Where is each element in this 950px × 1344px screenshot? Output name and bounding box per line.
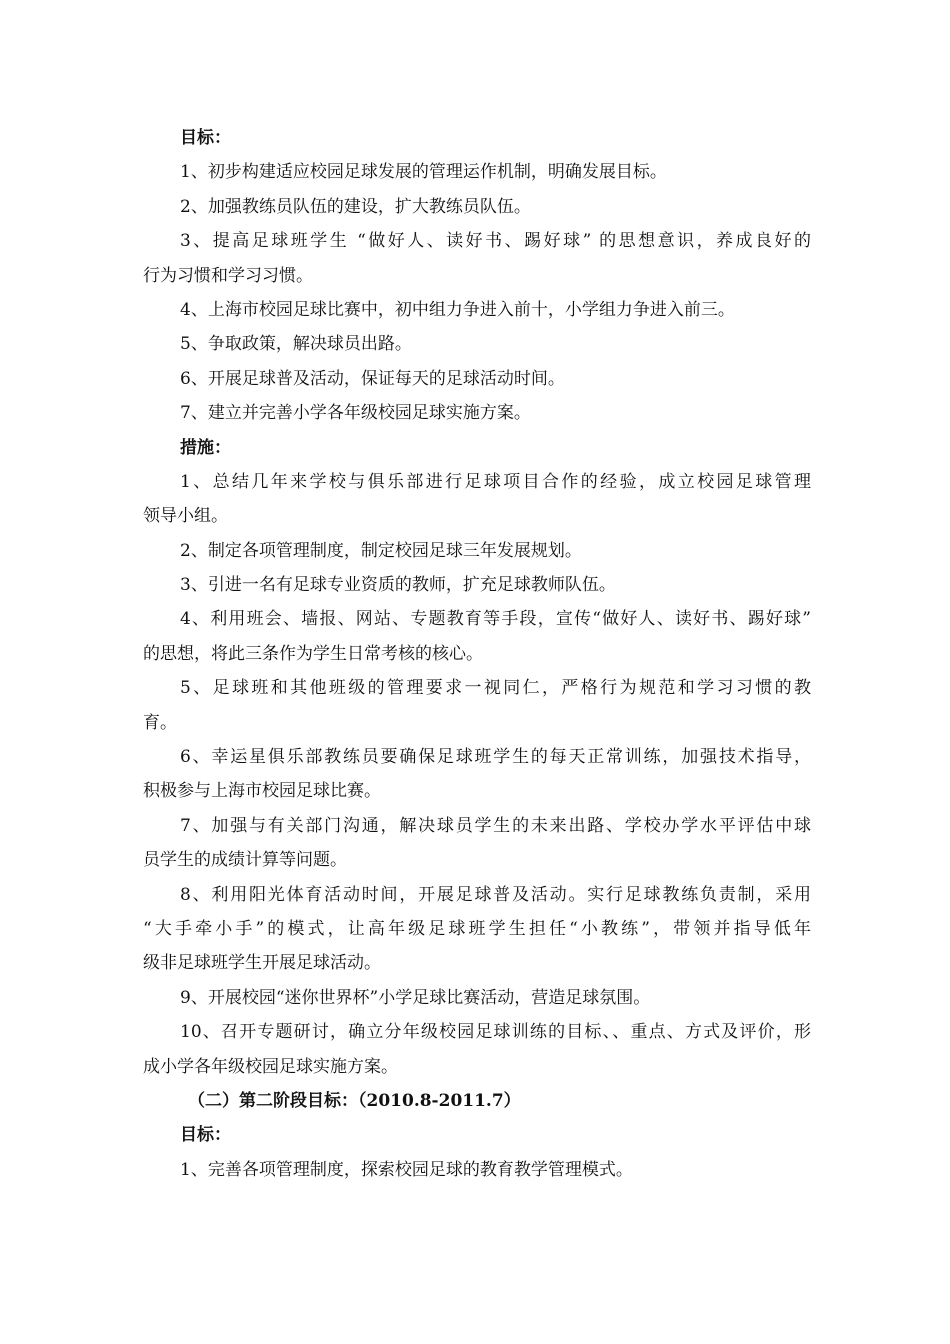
paragraph (143, 671, 811, 740)
goals-heading: 目标： (180, 128, 231, 148)
paragraph-line: 育。 (143, 712, 177, 733)
paragraph (143, 327, 811, 361)
paragraph (143, 155, 811, 189)
paragraph-line: 2、加强教练员队伍的建设，扩大教练员队伍。 (180, 196, 531, 217)
paragraph-line: 7、加强与有关部门沟通，解决球员学生的未来出路、学校办学水平评估中球 (180, 815, 811, 836)
paragraph-line: 7、建立并完善小学各年级校园足球实施方案。 (180, 403, 531, 424)
paragraph (143, 534, 811, 568)
paragraph-line: 行为习惯和学习习惯。 (143, 265, 313, 286)
paragraph (143, 1015, 811, 1084)
stage2-goals-list (143, 1153, 811, 1187)
paragraph (143, 740, 811, 809)
paragraph (143, 465, 811, 534)
paragraph-line: 10、召开专题研讨，确立分年级校园足球训练的目标、、重点、方式及评价，形 (180, 1022, 811, 1043)
paragraph-line: 6、幸运星俱乐部教练员要确保足球班学生的每天正常训练，加强技术指导， (180, 747, 811, 768)
paragraph (143, 1153, 811, 1187)
paragraph-line: 1、总结几年来学校与俱乐部进行足球项目合作的经验，成立校园足球管理 (180, 471, 811, 492)
paragraph-line: 6、开展足球普及活动，保证每天的足球活动时间。 (180, 368, 565, 389)
paragraph-line: 1、完善各项管理制度，探索校园足球的教育教学管理模式。 (180, 1159, 633, 1180)
stage2-goals-heading: 目标： (180, 1125, 231, 1146)
paragraph-line: “大手牵小手”的模式，让高年级足球班学生担任“小教练”，带领并指导低年 (143, 918, 811, 939)
measures-heading: 措施： (180, 437, 231, 458)
paragraph-line: 9、开展校园“迷你世界杯”小学足球比赛活动，营造足球氛围。 (180, 987, 651, 1008)
paragraph-line: 1、初步构建适应校园足球发展的管理运作机制，明确发展目标。 (180, 162, 667, 183)
paragraph (143, 224, 811, 293)
paragraph-line: 3、引进一名有足球专业资质的教师，扩充足球教师队伍。 (180, 575, 616, 596)
stage2-heading: （二）第二阶段目标：（2010.8-2011.7） (188, 1090, 521, 1111)
paragraph (143, 981, 811, 1015)
paragraph (143, 809, 811, 878)
paragraph (143, 878, 811, 981)
paragraph-line: 领导小组。 (143, 506, 228, 527)
paragraph-line: 的思想，将此三条作为学生日常考核的核心。 (143, 643, 483, 664)
paragraph-line: 5、争取政策，解决球员出路。 (180, 334, 412, 355)
paragraph (143, 190, 811, 224)
goals-list (143, 155, 811, 430)
paragraph (143, 602, 811, 671)
paragraph-line: 员学生的成绩计算等问题。 (143, 850, 347, 871)
paragraph-line: 3、提高足球班学生 “做好人、读好书、踢好球” 的思想意识，养成良好的 (180, 231, 811, 252)
paragraph-line: 8、利用阳光体育活动时间，开展足球普及活动。实行足球教练负责制，采用 (180, 884, 811, 905)
paragraph (143, 396, 811, 430)
document-page (143, 121, 811, 1187)
measures-list (143, 465, 811, 1084)
paragraph-line: 成小学各年级校园足球实施方案。 (143, 1056, 398, 1077)
paragraph (143, 568, 811, 602)
paragraph-line: 积极参与上海市校园足球比赛。 (143, 781, 381, 802)
paragraph-line: 4、利用班会、墙报、网站、专题教育等手段，宣传“做好人、读好书、踢好球” (180, 609, 811, 630)
paragraph-line: 级非足球班学生开展足球活动。 (143, 953, 381, 974)
paragraph (143, 293, 811, 327)
paragraph-line: 2、制定各项管理制度，制定校园足球三年发展规划。 (180, 540, 582, 561)
paragraph-line: 4、上海市校园足球比赛中，初中组力争进入前十，小学组力争进入前三。 (180, 299, 735, 320)
paragraph-line: 5、足球班和其他班级的管理要求一视同仁，严格行为规范和学习习惯的教 (180, 678, 811, 699)
paragraph (143, 362, 811, 396)
